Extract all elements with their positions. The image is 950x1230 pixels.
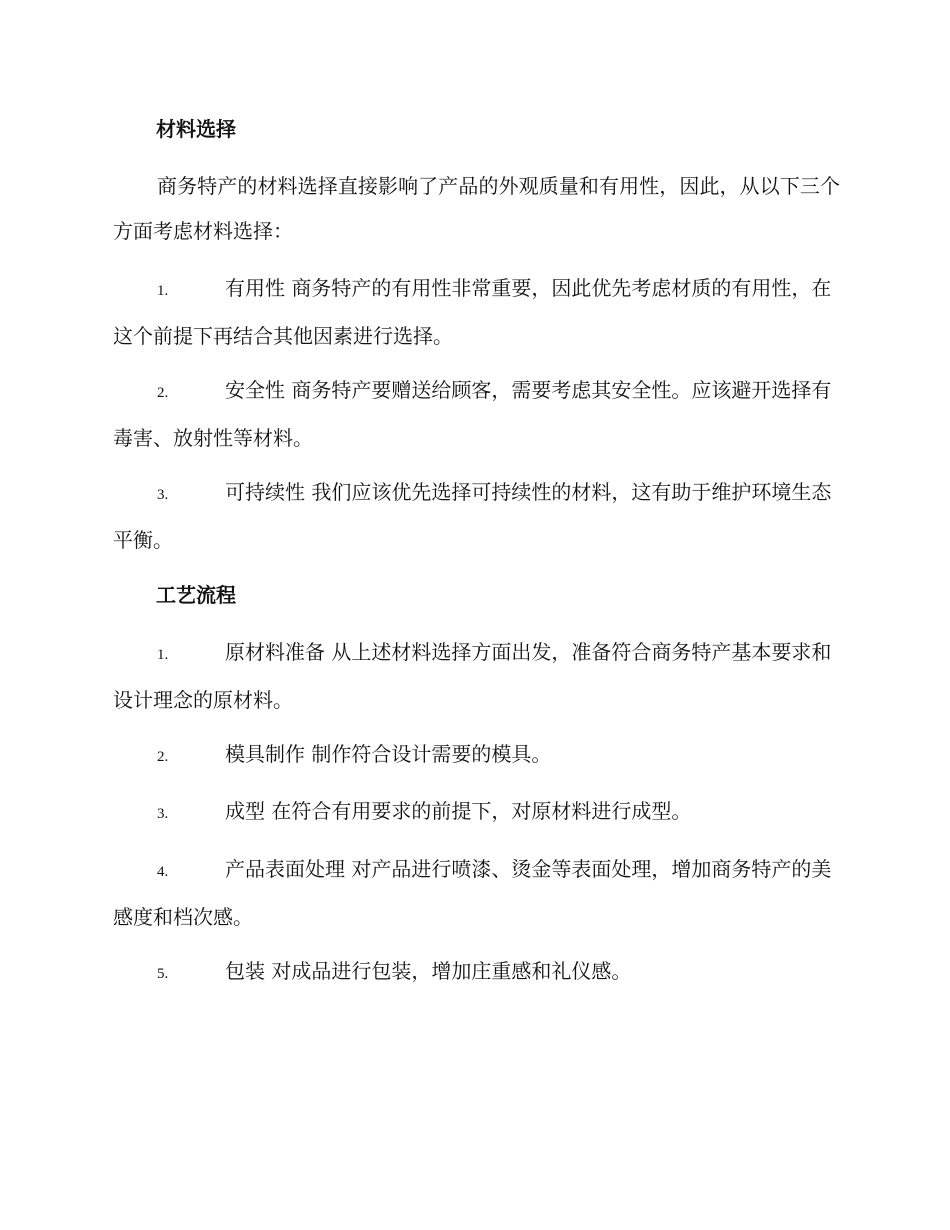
- list-item-text: 安全性 商务特产要赠送给顾客，需要考虑其安全性。应该避开选择有毒害、放射性等材料。: [113, 378, 832, 450]
- list-item: [113, 368, 840, 461]
- list-item-number: 2.: [157, 385, 169, 401]
- list-item-text: 可持续性 我们应该优先选择可持续性的材料，这有助于维护环境生态平衡。: [113, 480, 832, 552]
- list-item: [113, 949, 840, 997]
- list-item: [113, 732, 840, 780]
- list-item-number: 3.: [157, 487, 169, 503]
- list-item-text: 原材料准备 从上述材料选择方面出发，准备符合商务特产基本要求和设计理念的原材料。: [113, 640, 832, 712]
- list-item-text: 模具制作 制作符合设计需要的模具。: [225, 742, 552, 766]
- list-item-text: 包装 对成品进行包装，增加庄重感和礼仪感。: [225, 959, 632, 983]
- list-item-text: 有用性 商务特产的有用性非常重要，因此优先考虑材质的有用性，在这个前提下再结合其他因素进行选择。: [113, 276, 832, 348]
- list-item-text: 成型 在符合有用要求的前提下，对原材料进行成型。: [225, 799, 692, 823]
- section-heading-process: 工艺流程: [156, 583, 236, 607]
- list-item-number: 3.: [157, 806, 169, 822]
- list-item-number: 1.: [157, 283, 169, 299]
- list-item-text: 产品表面处理 对产品进行喷漆、烫金等表面处理，增加商务特产的美感度和档次感。: [113, 857, 832, 929]
- list-item-number: 5.: [157, 966, 169, 982]
- list-item-number: 2.: [157, 749, 169, 765]
- materials-intro-paragraph: 商务特产的材料选择直接影响了产品的外观质量和有用性，因此，从以下三个方面考虑材料选择：: [113, 174, 840, 243]
- list-item: [113, 789, 840, 837]
- list-item-number: 4.: [157, 864, 169, 880]
- section-heading-materials: 材料选择: [156, 117, 236, 141]
- list-item-number: 1.: [157, 647, 169, 663]
- list-item: [113, 630, 840, 723]
- list-item: [113, 266, 840, 359]
- list-item: [113, 470, 840, 563]
- list-item: [113, 847, 840, 940]
